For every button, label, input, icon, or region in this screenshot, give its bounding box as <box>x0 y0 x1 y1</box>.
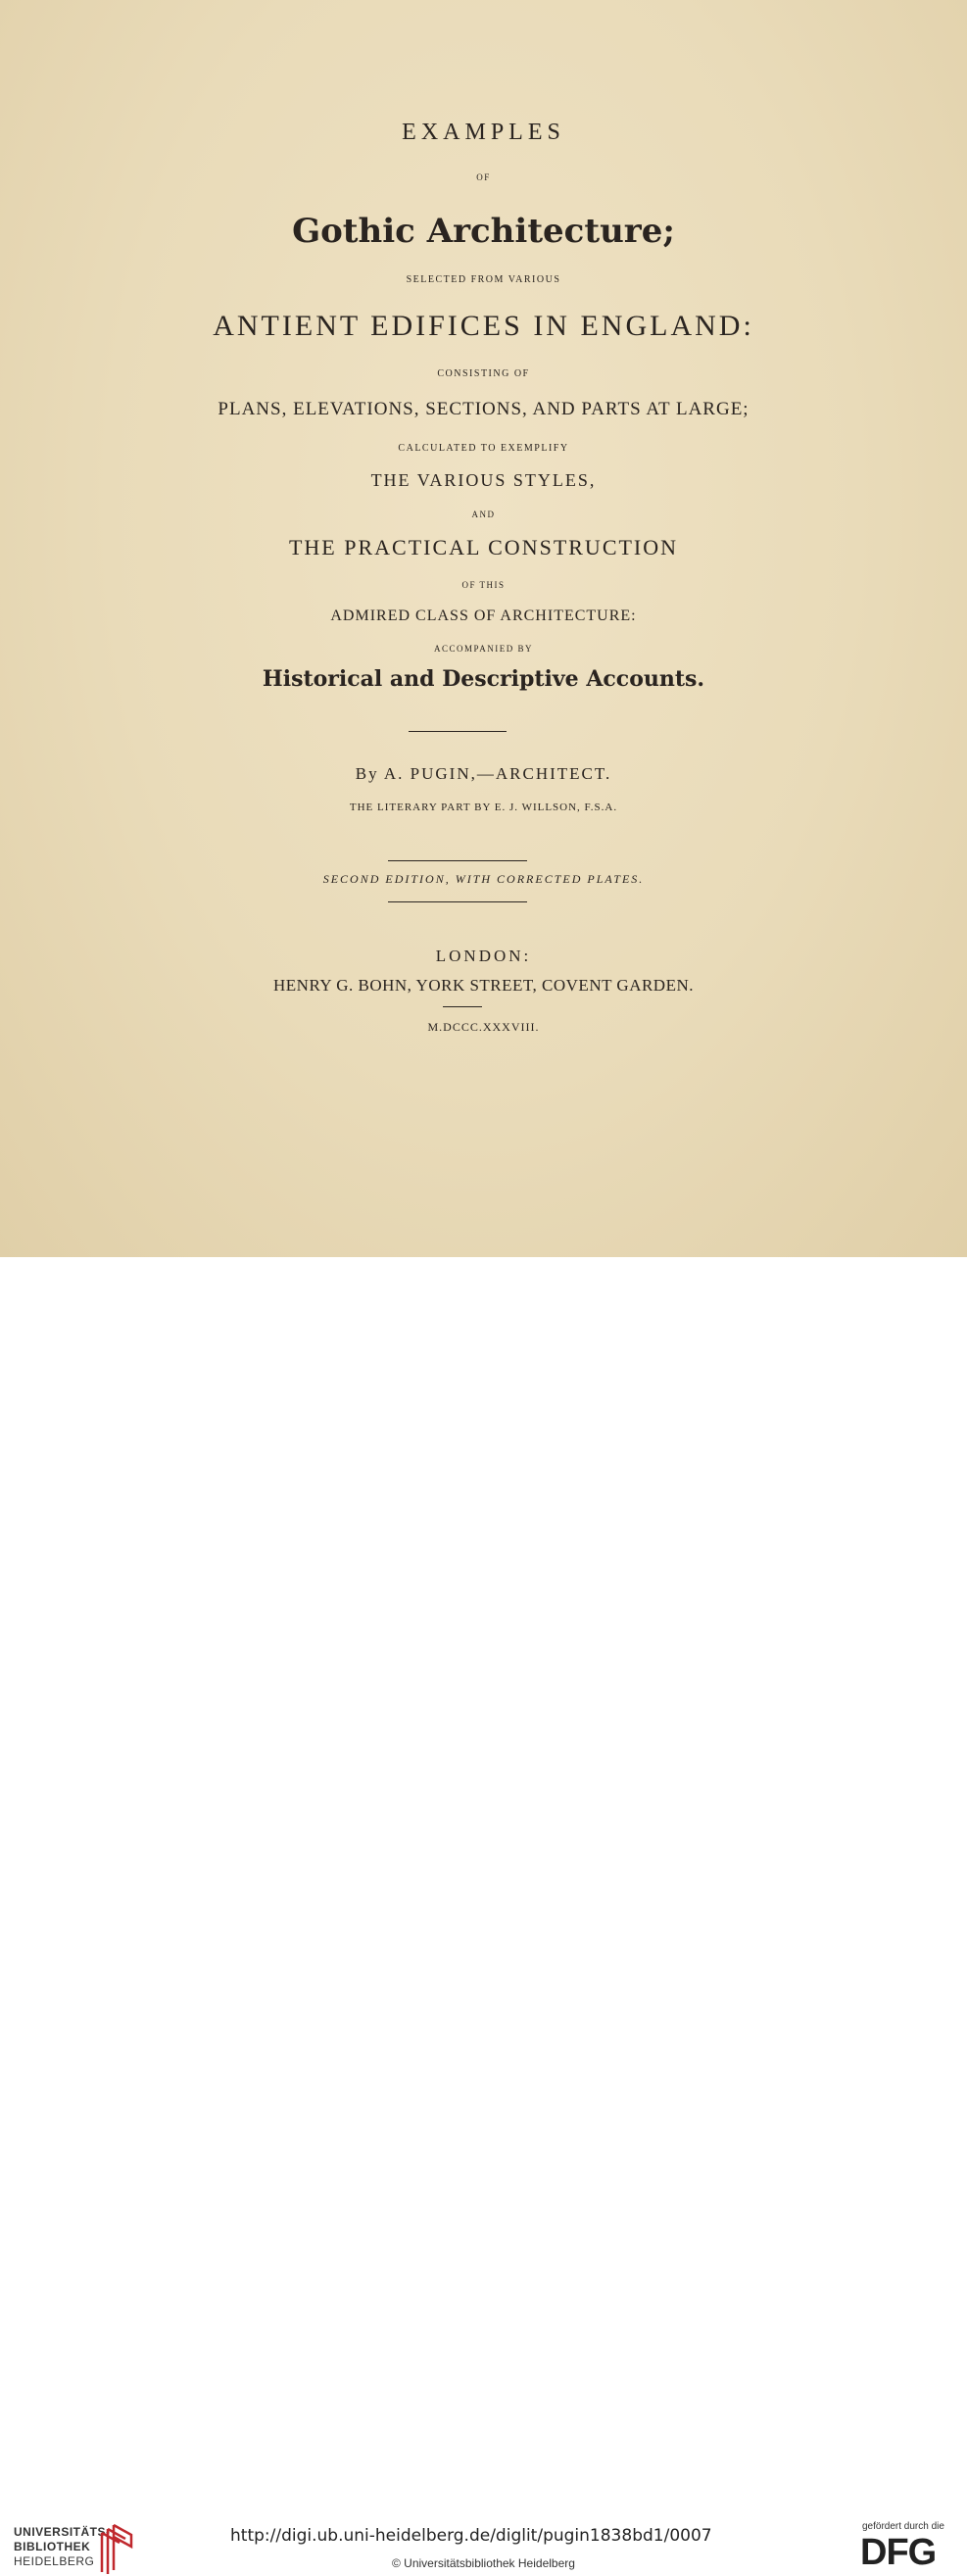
divider-rule <box>409 731 507 732</box>
dfg-logo: DFG <box>860 2532 937 2573</box>
divider-rule <box>388 901 527 902</box>
title-calculated: CALCULATED TO EXEMPLIFY <box>398 443 569 454</box>
library-name-line2: BIBLIOTHEK <box>14 2540 91 2553</box>
divider-rule <box>443 1006 482 1007</box>
title-admired-class: ADMIRED CLASS OF ARCHITECTURE: <box>330 608 637 624</box>
title-of-this: OF THIS <box>461 580 506 590</box>
literary-part-line: THE LITERARY PART BY E. J. WILLSON, F.S.A. <box>349 802 618 813</box>
title-various-styles: THE VARIOUS STYLES, <box>370 470 597 490</box>
title-plans: PLANS, ELEVATIONS, SECTIONS, AND PARTS AT LARGE; <box>218 399 749 419</box>
city-line: LONDON: <box>435 947 532 965</box>
title-antient-edifices: ANTIENT EDIFICES IN ENGLAND: <box>213 310 754 342</box>
funded-by-text: gefördert durch die <box>862 2521 944 2532</box>
title-gothic-architecture: Gothic Architecture; <box>292 212 675 251</box>
title-and: AND <box>471 510 496 519</box>
divider-rule <box>388 860 527 861</box>
title-consisting: CONSISTING OF <box>437 368 530 379</box>
permalink-url[interactable]: http://digi.ub.uni-heidelberg.de/diglit/pugin1838bd1/0007 <box>230 2526 712 2546</box>
title-accompanied: ACCOMPANIED BY <box>434 644 533 654</box>
library-logo-icon <box>98 2519 137 2576</box>
title-selected: SELECTED FROM VARIOUS <box>406 274 561 285</box>
title-examples: EXAMPLES <box>402 120 565 145</box>
copyright-text: © Universitätsbibliothek Heidelberg <box>392 2556 575 2570</box>
year-line: M.DCCC.XXXVIII. <box>427 1020 540 1034</box>
publisher-line: HENRY G. BOHN, YORK STREET, COVENT GARDEN. <box>273 976 694 995</box>
scanned-page <box>0 0 967 1257</box>
edition-line: SECOND EDITION, WITH CORRECTED PLATES. <box>322 872 645 886</box>
title-historical-accounts: Historical and Descriptive Accounts. <box>262 666 705 692</box>
library-name-line3: HEIDELBERG <box>14 2554 95 2568</box>
viewer-footer <box>0 1257 967 2573</box>
library-name-line1: UNIVERSITÄTS- <box>14 2525 111 2539</box>
title-practical-construction: THE PRACTICAL CONSTRUCTION <box>288 535 679 559</box>
author-line: By A. PUGIN,—ARCHITECT. <box>355 764 612 783</box>
title-of: OF <box>476 172 491 182</box>
